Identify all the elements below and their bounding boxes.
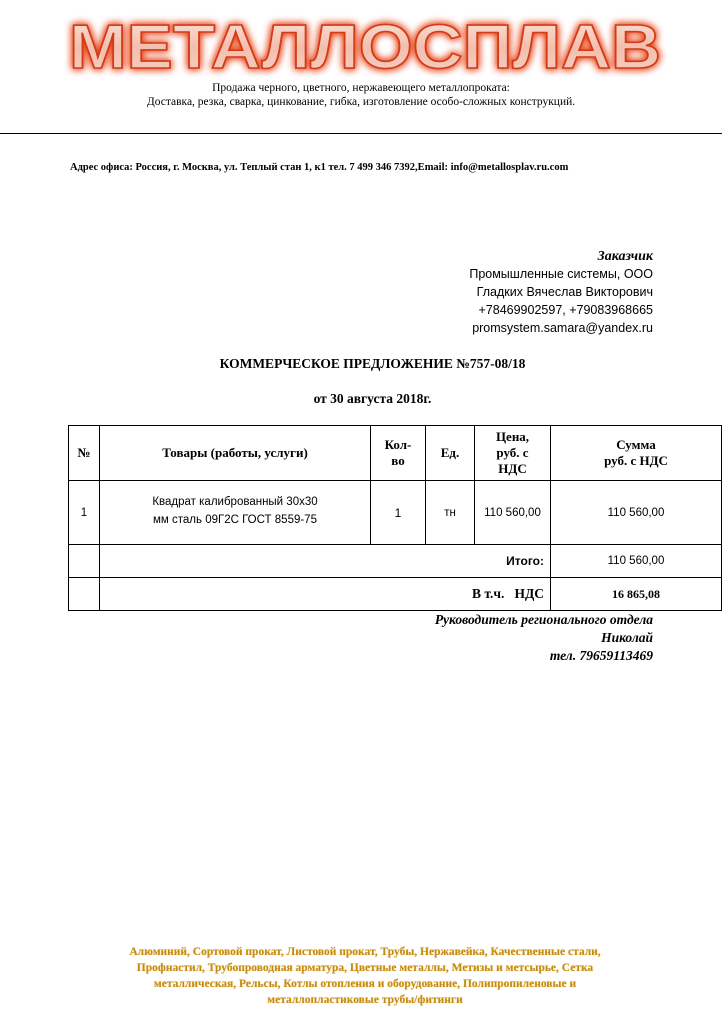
header-sum-line2: руб. с НДС: [604, 453, 668, 468]
footer-line: металлическая, Рельсы, Котлы отопления и оборудование, Полипропиленовые и: [153, 978, 577, 990]
row-num: 1: [69, 481, 100, 545]
header-qty-line2: во: [391, 453, 405, 468]
header-divider: [0, 133, 722, 134]
table-header-row: [69, 426, 722, 481]
footer-line: металлопластиковые трубы/фитинги: [267, 994, 463, 1006]
vat-label: В т.ч. НДС: [100, 578, 551, 611]
footer-products: [60, 944, 670, 1008]
customer-email: promsystem.samara@yandex.ru: [472, 321, 653, 335]
row-unit: тн: [426, 481, 475, 545]
total-label: Итого:: [100, 545, 551, 578]
items-table: [68, 425, 722, 611]
customer-title: Заказчик: [597, 249, 653, 264]
logo-text: МЕТАЛЛОСПЛАВ: [69, 13, 661, 80]
row-goods-line2: мм сталь 09Г2С ГОСТ 8559-75: [153, 514, 317, 526]
office-address: Адрес офиса: Россия, г. Москва, ул. Теплый стан 1, к1 тел. 7 499 346 7392,Email: info@metallosplav.ru.com: [70, 162, 569, 173]
signature-name: Николай: [601, 630, 653, 645]
total-row-spacer: [69, 545, 100, 578]
header-price-line2: руб. с: [496, 445, 529, 460]
header-qty-line1: Кол-: [384, 437, 412, 452]
row-qty: 1: [371, 481, 426, 545]
customer-contact: Гладких Вячеслав Викторович: [476, 285, 653, 299]
vat-row: [69, 578, 722, 611]
row-price: 110 560,00: [475, 481, 551, 545]
row-goods-line1: Квадрат калиброванный 30х30: [152, 496, 318, 508]
header-num: №: [69, 426, 100, 481]
offer-date: от 30 августа 2018г.: [313, 391, 432, 406]
row-sum: 110 560,00: [551, 481, 722, 545]
total-row: [69, 545, 722, 578]
signature-phone: тел. 79659113469: [549, 648, 653, 663]
tagline-sales: Продажа черного, цветного, нержавеющего металлопроката:: [212, 82, 510, 94]
offer-title: КОММЕРЧЕСКОЕ ПРЕДЛОЖЕНИЕ №757-08/18: [219, 356, 526, 371]
header-price-line3: НДС: [498, 461, 527, 476]
customer-company: Промышленные системы, ООО: [469, 267, 653, 281]
header-goods: Товары (работы, услуги): [100, 426, 371, 481]
company-logo: [0, 8, 722, 80]
signature-position: Руководитель регионального отдела: [434, 612, 653, 627]
row-goods: [100, 481, 371, 545]
customer-phones: +78469902597, +79083968665: [478, 303, 653, 317]
header-qty: [371, 426, 426, 481]
total-value: 110 560,00: [551, 545, 722, 578]
tagline-services: Доставка, резка, сварка, цинкование, гибка, изготовление особо-сложных конструкций.: [146, 96, 576, 108]
vat-value: 16 865,08: [551, 578, 722, 611]
footer-line: Алюминий, Сортовой прокат, Листовой прокат, Трубы, Нержавейка, Качественные стали,: [129, 946, 601, 958]
footer-line: Профнастил, Трубопроводная арматура, Цветные металлы, Метизы и метсырье, Сетка: [136, 962, 594, 974]
header-sum-line1: Сумма: [616, 437, 656, 452]
header-unit: Ед.: [426, 426, 475, 481]
header-sum: [551, 426, 722, 481]
header-price-line1: Цена,: [495, 429, 530, 444]
table-row: [69, 481, 722, 545]
header-price: [475, 426, 551, 481]
vat-row-spacer: [69, 578, 100, 611]
